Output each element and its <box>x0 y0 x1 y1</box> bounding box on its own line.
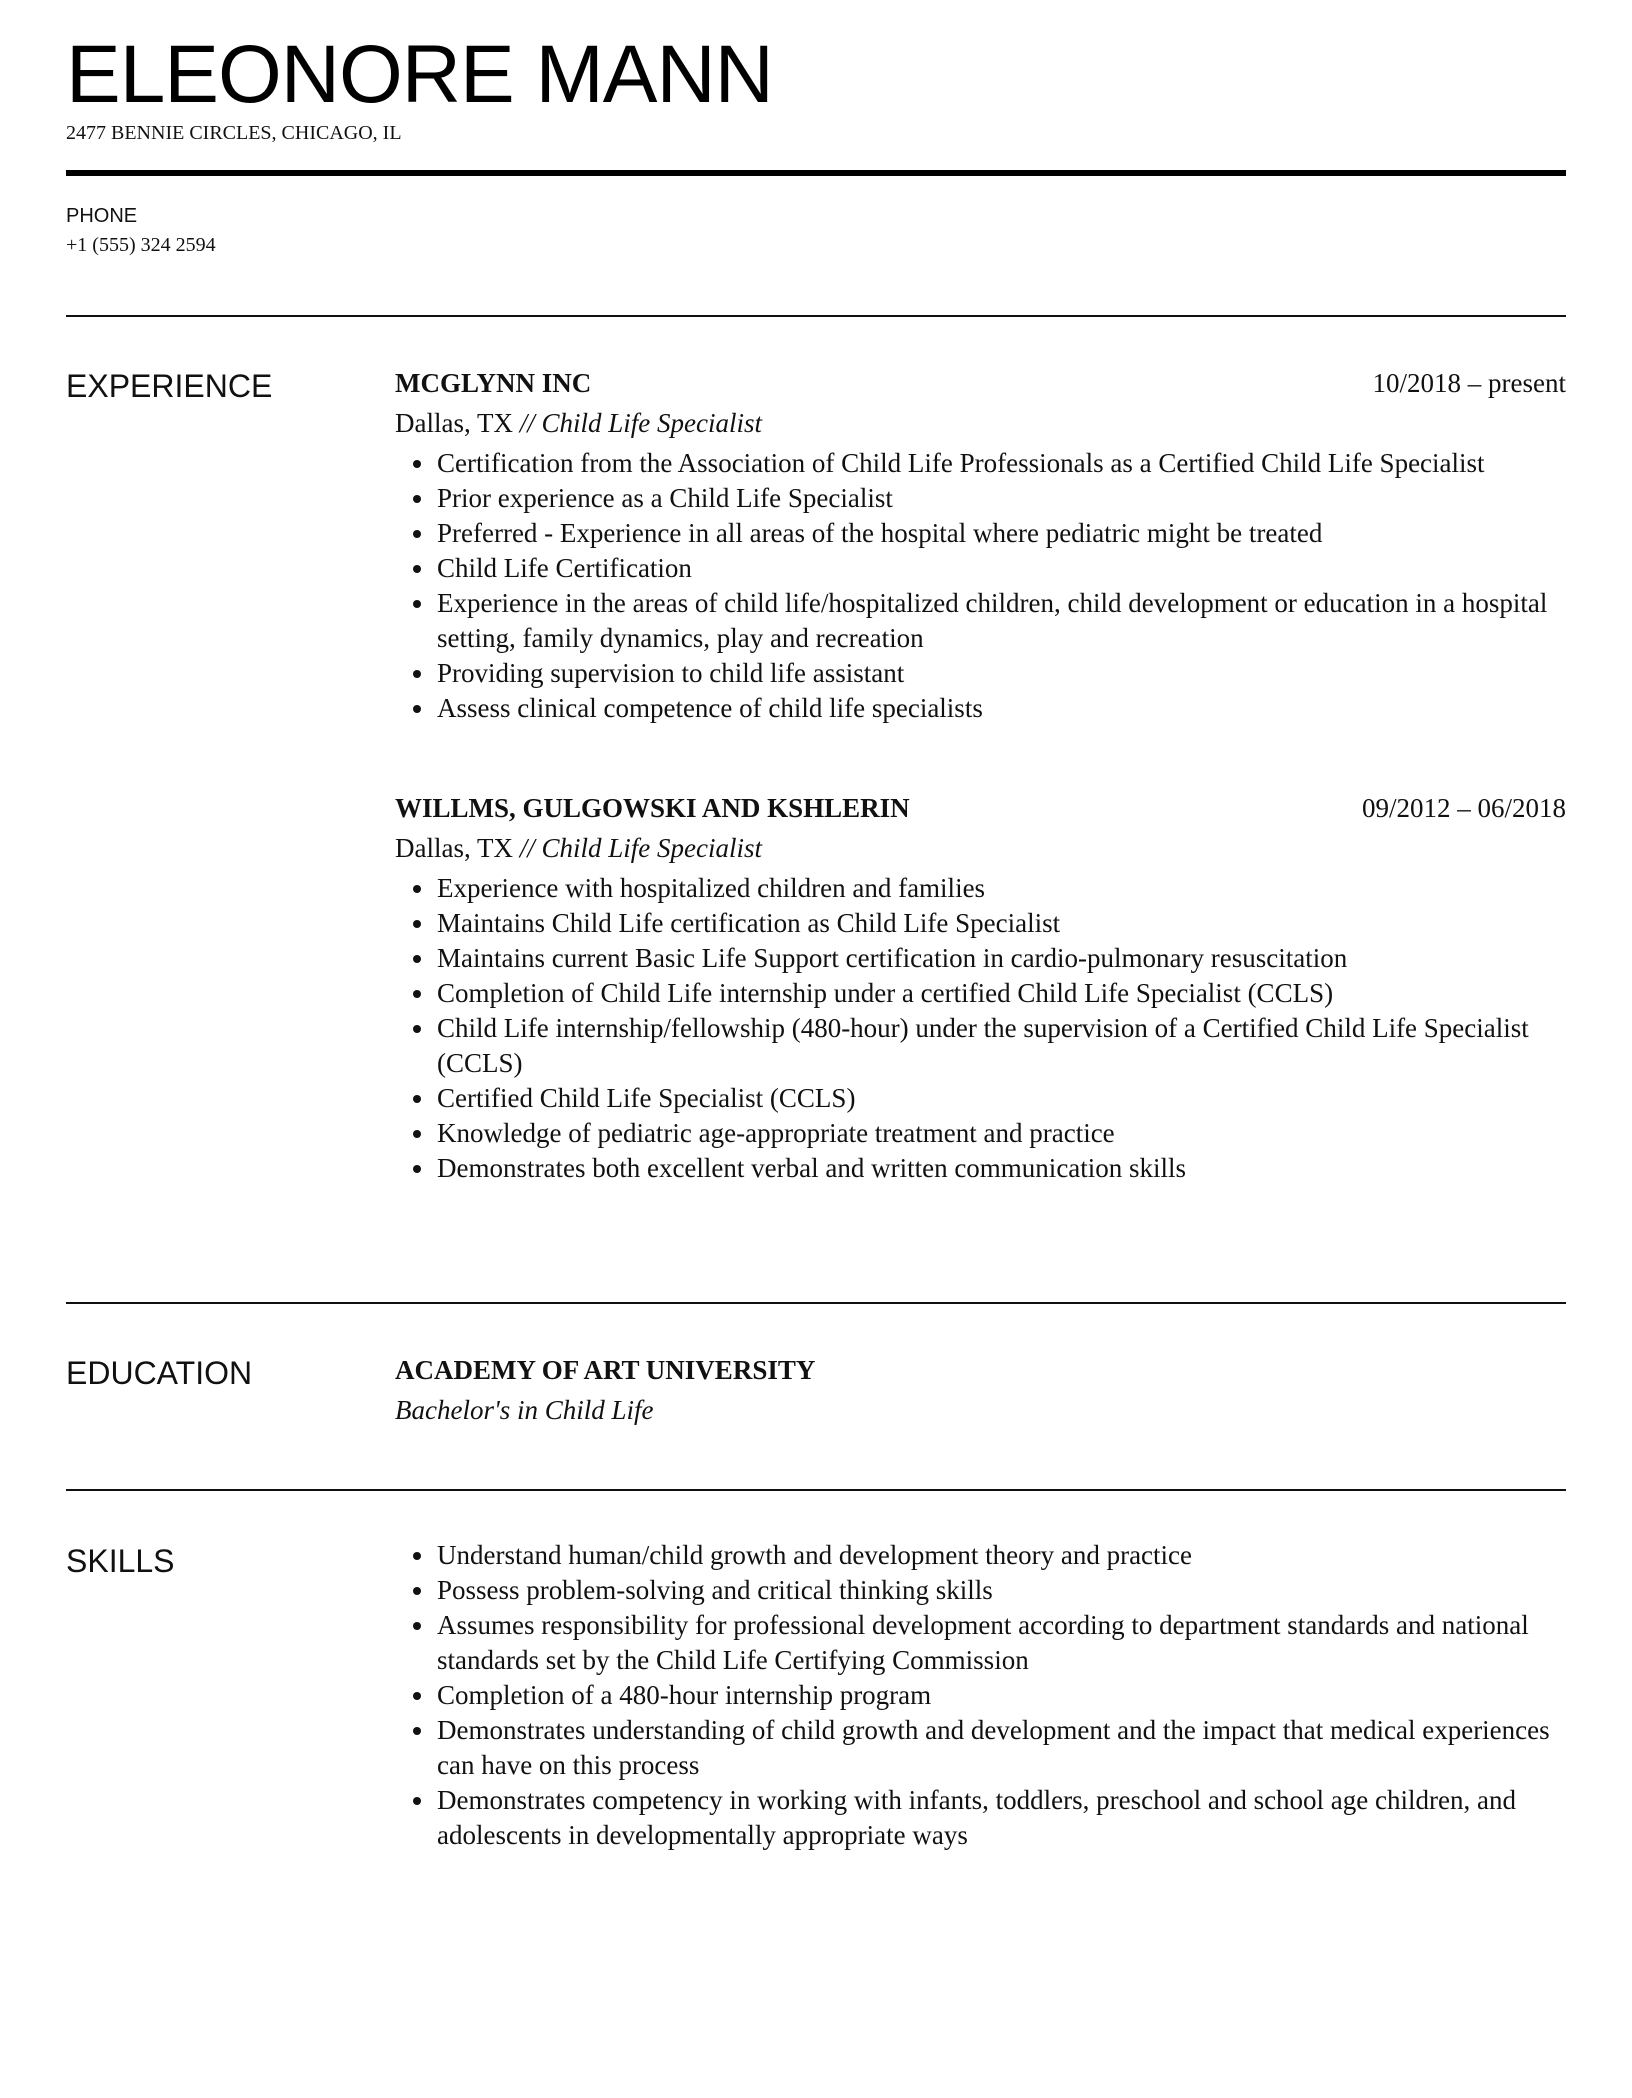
job-location: Dallas, TX <box>395 833 513 863</box>
list-item: Maintains current Basic Life Support certification in cardio-pulmonary resuscitation <box>437 941 1566 976</box>
section-divider-skills <box>66 1489 1566 1491</box>
phone-label: PHONE <box>66 205 138 227</box>
list-item: Prior experience as a Child Life Specialist <box>437 481 1566 516</box>
job-entry <box>395 788 1566 1186</box>
list-item: Knowledge of pediatric age-appropriate treatment and practice <box>437 1116 1566 1151</box>
list-item: Providing supervision to child life assistant <box>437 656 1566 691</box>
list-item: Completion of Child Life internship under a certified Child Life Specialist (CCLS) <box>437 976 1566 1011</box>
experience-section <box>395 363 1566 1186</box>
list-item: Assumes responsibility for professional development according to department standards and national standards set by the Child Life Certifying Commission <box>437 1608 1566 1678</box>
company-name: MCGLYNN INC <box>395 368 592 398</box>
degree: Bachelor's in Child Life <box>395 1395 654 1425</box>
list-item: Understand human/child growth and development theory and practice <box>437 1538 1566 1573</box>
list-item: Completion of a 480-hour internship program <box>437 1678 1566 1713</box>
skills-list <box>395 1538 1566 1853</box>
job-separator: // <box>519 408 535 438</box>
candidate-name: ELEONORE MANN <box>66 29 773 120</box>
candidate-address: 2477 BENNIE CIRCLES, CHICAGO, IL <box>66 122 402 144</box>
job-location-title <box>395 403 1566 443</box>
job-bullets <box>395 871 1566 1186</box>
list-item: Preferred - Experience in all areas of the hospital where pediatric might be treated <box>437 516 1566 551</box>
education-section <box>395 1350 1566 1430</box>
list-item: Demonstrates competency in working with infants, toddlers, preschool and school age children, and adolescents in developmentally appropriate ways <box>437 1783 1566 1853</box>
job-title: Child Life Specialist <box>541 408 762 438</box>
header-divider <box>66 170 1566 176</box>
list-item: Experience in the areas of child life/hospitalized children, child development or education in a hospital setting, family dynamics, play and recreation <box>437 586 1566 656</box>
job-location: Dallas, TX <box>395 408 513 438</box>
job-location-title <box>395 828 1566 868</box>
phone-number: +1 (555) 324 2594 <box>66 234 216 256</box>
list-item: Certification from the Association of Child Life Professionals as a Certified Child Life Specialist <box>437 446 1566 481</box>
job-entry <box>395 363 1566 726</box>
list-item: Child Life internship/fellowship (480-hour) under the supervision of a Certified Child Life Specialist (CCLS) <box>437 1011 1566 1081</box>
list-item: Certified Child Life Specialist (CCLS) <box>437 1081 1566 1116</box>
list-item: Child Life Certification <box>437 551 1566 586</box>
skills-section <box>395 1538 1566 1853</box>
list-item: Assess clinical competence of child life specialists <box>437 691 1566 726</box>
list-item: Demonstrates both excellent verbal and written communication skills <box>437 1151 1566 1186</box>
list-item: Experience with hospitalized children and families <box>437 871 1566 906</box>
school-name: ACADEMY OF ART UNIVERSITY <box>395 1355 816 1385</box>
section-divider-education <box>66 1302 1566 1304</box>
experience-heading: EXPERIENCE <box>66 368 273 404</box>
list-item: Maintains Child Life certification as Child Life Specialist <box>437 906 1566 941</box>
skills-heading: SKILLS <box>66 1543 175 1579</box>
job-dates: 09/2012 – 06/2018 <box>1361 793 1566 823</box>
list-item: Possess problem-solving and critical thinking skills <box>437 1573 1566 1608</box>
education-heading: EDUCATION <box>66 1355 253 1391</box>
section-divider-experience <box>66 315 1566 317</box>
job-title: Child Life Specialist <box>541 833 762 863</box>
job-dates: 10/2018 – present <box>1372 368 1566 398</box>
job-separator: // <box>519 833 535 863</box>
job-bullets <box>395 446 1566 726</box>
company-name: WILLMS, GULGOWSKI AND KSHLERIN <box>395 793 910 823</box>
list-item: Demonstrates understanding of child growth and development and the impact that medical experiences can have on this process <box>437 1713 1566 1783</box>
